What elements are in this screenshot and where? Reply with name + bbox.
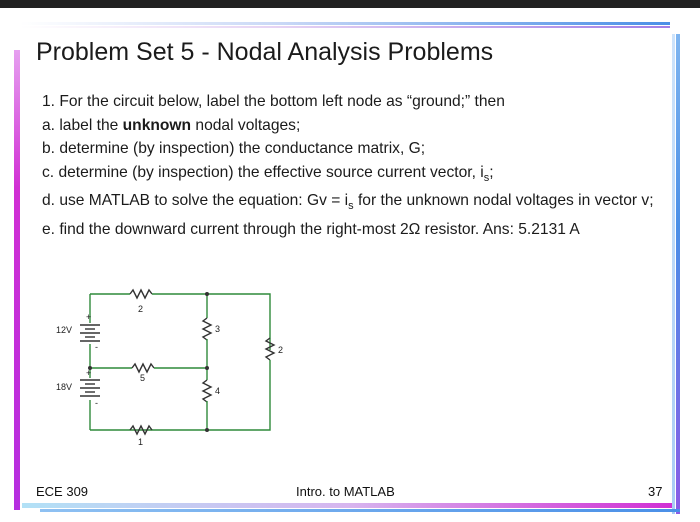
resistor-center-lower-label: 4 [215, 386, 221, 396]
source-12v-label: 12V [56, 325, 73, 335]
slide-title: Problem Set 5 - Nodal Analysis Problems [36, 38, 494, 66]
resistor-bottom-label: 1 [138, 437, 144, 447]
bottom-stripe-blue [40, 509, 680, 512]
top-stripe-thin [20, 26, 670, 28]
problem-part-b: b. determine (by inspection) the conductance matrix, G; [42, 140, 426, 157]
problem-text [42, 90, 672, 242]
battery-12v-icon [80, 325, 100, 341]
battery-18v-icon [80, 380, 100, 396]
source-18v-plus: + [86, 368, 92, 378]
bottom-stripe [22, 503, 672, 508]
bold-unknown: unknown [122, 116, 192, 134]
footer-page-number: 37 [648, 484, 663, 499]
problem-part-d: d. use MATLAB to solve the equation: $Gv = i_s$ for the unknown nodal voltages in vector v; [42, 192, 654, 213]
problem-part-e: e. find the downward current through the right-most 2Ω resistor. Ans: 5.2131 A [42, 221, 580, 239]
source-18v-minus: - [95, 398, 98, 408]
footer-course: ECE 309 [36, 484, 89, 499]
top-stripe [20, 22, 670, 25]
source-18v-label: 18V [56, 382, 73, 392]
circuit-diagram [50, 280, 290, 455]
problem-part-a: a. label the unknown nodal voltages; [42, 116, 301, 134]
source-12v-minus: - [95, 342, 98, 352]
problem-line-1: 1. For the circuit below, label the bottom left node as “ground;” then [42, 93, 505, 110]
problem-part-c: c. determine (by inspection) the effective source current vector, $i_s$; [42, 163, 494, 184]
resistor-right-label: 2 [278, 345, 284, 355]
footer-topic: Intro. to MATLAB [296, 484, 395, 499]
resistor-top-label: 2 [138, 304, 144, 314]
resistor-mid-label: 5 [140, 373, 146, 383]
source-12v-plus: + [86, 312, 92, 322]
right-blue-stripe [676, 34, 680, 514]
circuit-nodes [88, 292, 209, 432]
top-bar [0, 0, 700, 8]
circuit-wires [90, 290, 274, 434]
right-blue-stripe-light [672, 34, 675, 514]
resistor-center-upper-label: 3 [215, 324, 221, 334]
left-magenta-stripe [14, 50, 20, 510]
